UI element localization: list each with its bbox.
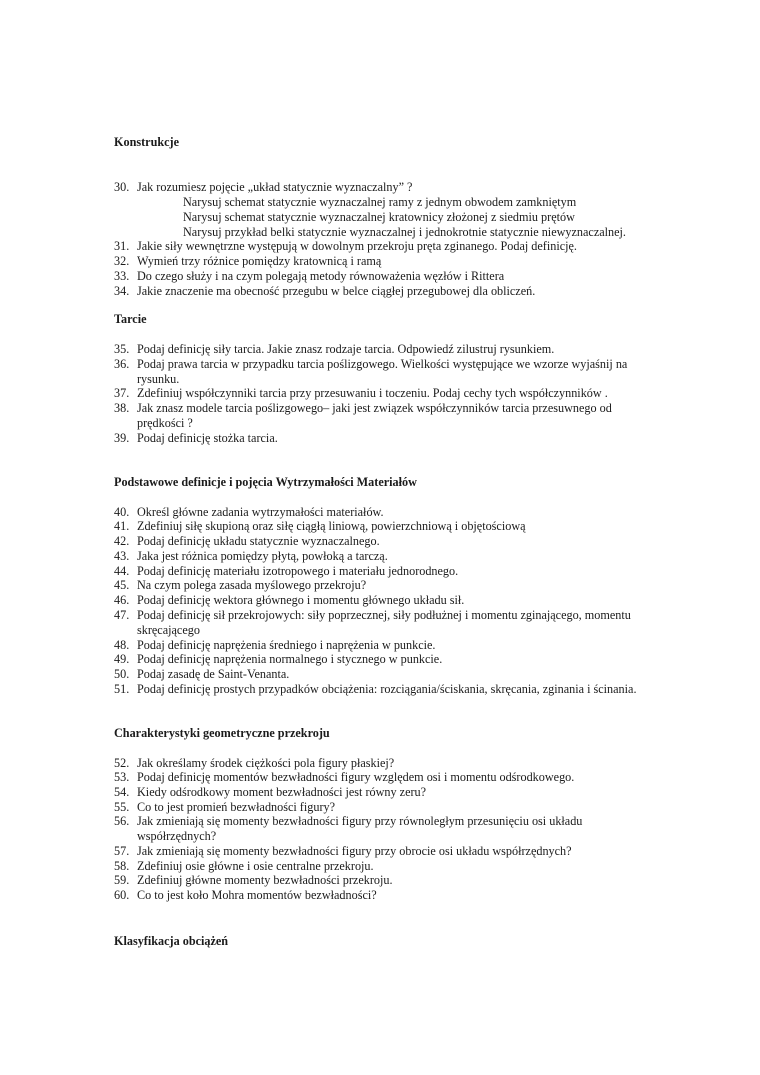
- sub-item: Narysuj przykład belki statycznie wyznaczalnej i jednokrotnie statycznie niewyznaczalnej.: [183, 225, 626, 239]
- item-number: 36.: [114, 357, 130, 371]
- item-number: 46.: [114, 593, 130, 607]
- item-text: Zdefiniuj osie główne i osie centralne przekroju.: [137, 859, 374, 873]
- item-number: 54.: [114, 785, 130, 799]
- sub-item: Narysuj schemat statycznie wyznaczalnej ramy z jednym obwodem zamkniętym: [183, 195, 577, 209]
- list-item-53: [114, 770, 674, 785]
- section-heading-konstrukcje: Konstrukcje: [114, 135, 179, 149]
- item-text: Podaj definicję naprężenia normalnego i stycznego w punkcie.: [137, 652, 443, 666]
- list-item-54: [114, 785, 674, 800]
- sub-item: Narysuj schemat statycznie wyznaczalnej kratownicy złożonej z siedmiu prętów: [183, 210, 575, 224]
- list-item-51: [114, 682, 714, 697]
- list-item-39: [114, 431, 674, 446]
- item-number: 39.: [114, 431, 130, 445]
- list-item-32: [114, 254, 674, 269]
- item-number: 44.: [114, 564, 130, 578]
- item-text: Jak rozumiesz pojęcie „układ statycznie wyznaczalny” ?: [137, 180, 413, 194]
- item-number: 33.: [114, 269, 130, 283]
- item-text: Podaj prawa tarcia w przypadku tarcia poślizgowego. Wielkości występujące we wzorze wyjaśnij na rysunku.: [137, 357, 628, 386]
- section-heading-tarcie: Tarcie: [114, 312, 147, 326]
- list-item-55: [114, 800, 674, 815]
- item-text: Podaj definicję materiału izotropowego i materiału jednorodnego.: [137, 564, 459, 578]
- item-text: Wymień trzy różnice pomiędzy kratownicą i ramą: [137, 254, 382, 268]
- item-text: Podaj definicję momentów bezwładności figury względem osi i momentu odśrodkowego.: [137, 770, 575, 784]
- item-number: 52.: [114, 756, 130, 770]
- item-number: 37.: [114, 386, 130, 400]
- item-text: Jakie znaczenie ma obecność przegubu w belce ciągłej przegubowej dla obliczeń.: [137, 284, 536, 298]
- item-number: 40.: [114, 505, 130, 519]
- item-number: 31.: [114, 239, 130, 253]
- list-item-31: [114, 239, 674, 254]
- item-number: 59.: [114, 873, 130, 887]
- section-heading-podstawowe-definicje: Podstawowe definicje i pojęcia Wytrzymałości Materiałów: [114, 475, 417, 489]
- item-text: Co to jest koło Mohra momentów bezwładności?: [137, 888, 377, 902]
- item-text: Do czego służy i na czym polegają metody równoważenia węzłów i Rittera: [137, 269, 505, 283]
- item-number: 53.: [114, 770, 130, 784]
- list-item-33: [114, 269, 674, 284]
- item-number: 56.: [114, 814, 130, 828]
- section-heading-klasyfikacja: Klasyfikacja obciążeń: [114, 934, 229, 948]
- item-number: 55.: [114, 800, 130, 814]
- item-number: 41.: [114, 519, 130, 533]
- list-item-30: [114, 180, 674, 195]
- item-text: Jak zmieniają się momenty bezwładności figury przy obrocie osi układu współrzędnych?: [137, 844, 572, 858]
- list-item-35: [114, 342, 674, 357]
- item-number: 45.: [114, 578, 130, 592]
- item-text: Zdefiniuj siłę skupioną oraz siłę ciągłą liniową, powierzchniową i objętościową: [137, 519, 526, 533]
- list-item-38: [114, 401, 654, 430]
- list-item-49: [114, 652, 674, 667]
- item-text: Podaj zasadę de Saint-Venanta.: [137, 667, 290, 681]
- list-item-36: [114, 357, 654, 386]
- item-text: Jaka jest różnica pomiędzy płytą, powłoką a tarczą.: [137, 549, 388, 563]
- item-text: Podaj definicję wektora głównego i momentu głównego układu sił.: [137, 593, 465, 607]
- item-text: Określ główne zadania wytrzymałości materiałów.: [137, 505, 384, 519]
- item-text: Zdefiniuj współczynniki tarcia przy przesuwaniu i toczeniu. Podaj cechy tych współczynników .: [137, 386, 608, 400]
- list-item-60: [114, 888, 674, 903]
- item-text: Kiedy odśrodkowy moment bezwładności jest równy zeru?: [137, 785, 427, 799]
- item-text: Jak znasz modele tarcia poślizgowego– jaki jest związek współczynników tarcia przesuwnego od prędkości ?: [137, 401, 612, 430]
- item-text: Podaj definicję stożka tarcia.: [137, 431, 278, 445]
- item-text: Na czym polega zasada myślowego przekroju?: [137, 578, 367, 592]
- list-item-57: [114, 844, 674, 859]
- item-number: 43.: [114, 549, 130, 563]
- list-item-59: [114, 873, 674, 888]
- item-number: 60.: [114, 888, 130, 902]
- item-number: 35.: [114, 342, 130, 356]
- item-number: 32.: [114, 254, 130, 268]
- list-item-48: [114, 638, 674, 653]
- list-item-50: [114, 667, 674, 682]
- list-item-46: [114, 593, 674, 608]
- item-number: 48.: [114, 638, 130, 652]
- list-item-42: [114, 534, 674, 549]
- item-text: Jakie siły wewnętrzne występują w dowolnym przekroju pręta zginanego. Podaj definicję.: [137, 239, 577, 253]
- item-number: 51.: [114, 682, 130, 696]
- list-item-47: [114, 608, 659, 637]
- list-item-44: [114, 564, 674, 579]
- item-text: Podaj definicję sił przekrojowych: siły poprzecznej, siły podłużnej i momentu zginającego, momentu skręcającego: [137, 608, 631, 637]
- item-text: Podaj definicję układu statycznie wyznaczalnego.: [137, 534, 380, 548]
- item-number: 38.: [114, 401, 130, 415]
- item-number: 57.: [114, 844, 130, 858]
- item-text: Podaj definicję naprężenia średniego i naprężenia w punkcie.: [137, 638, 436, 652]
- list-item-45: [114, 578, 674, 593]
- list-item-52: [114, 756, 674, 771]
- list-item-56: [114, 814, 614, 843]
- item-text: Co to jest promień bezwładności figury?: [137, 800, 335, 814]
- item-number: 49.: [114, 652, 130, 666]
- item-number: 42.: [114, 534, 130, 548]
- item-text: Jak określamy środek ciężkości pola figury płaskiej?: [137, 756, 395, 770]
- item-number: 47.: [114, 608, 130, 622]
- list-item-41: [114, 519, 674, 534]
- list-item-40: [114, 505, 674, 520]
- item-number: 58.: [114, 859, 130, 873]
- item-text: Zdefiniuj główne momenty bezwładności przekroju.: [137, 873, 393, 887]
- list-item-37: [114, 386, 674, 401]
- item-text: Podaj definicję prostych przypadków obciążenia: rozciągania/ściskania, skręcania, zginania i ścinania.: [137, 682, 637, 696]
- item-number: 30.: [114, 180, 130, 194]
- list-item-34: [114, 284, 674, 299]
- item-text: Podaj definicję siły tarcia. Jakie znasz rodzaje tarcia. Odpowiedź zilustruj rysunkiem.: [137, 342, 555, 356]
- item-text: Jak zmieniają się momenty bezwładności figury przy równoległym przesunięciu osi układu współrzędnych?: [137, 814, 583, 843]
- list-item-58: [114, 859, 674, 874]
- list-item-43: [114, 549, 674, 564]
- item-number: 34.: [114, 284, 130, 298]
- item-number: 50.: [114, 667, 130, 681]
- section-heading-charakterystyki: Charakterystyki geometryczne przekroju: [114, 726, 330, 740]
